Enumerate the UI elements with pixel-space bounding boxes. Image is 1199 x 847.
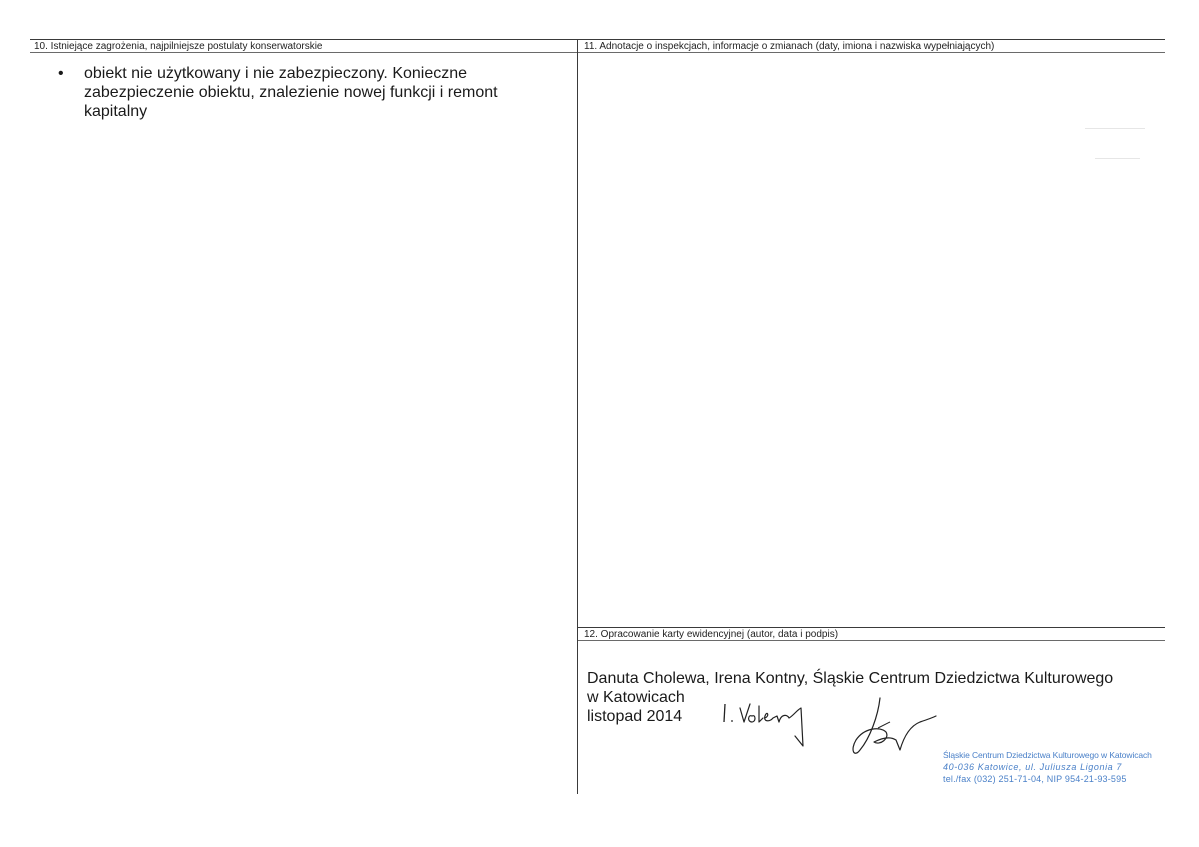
list-item xyxy=(58,64,558,121)
section12-top-rule xyxy=(578,627,1165,628)
scan-artifact xyxy=(1085,128,1145,129)
list-item-text: obiekt nie użytkowany i nie zabezpieczony. Konieczne zabezpieczenie obiektu, znalezienie nowej funkcji i remont kapitalny xyxy=(84,65,498,120)
stamp-line-2: 40-036 Katowice, ul. Juliusza Ligonia 7 xyxy=(943,762,1122,772)
bullet-icon: • xyxy=(58,65,64,82)
institution-stamp xyxy=(943,749,1158,785)
section10-header: 10. Istniejące zagrożenia, najpilniejsze postulaty konserwatorskie xyxy=(34,41,323,52)
section10-bullet-list xyxy=(58,64,558,121)
stamp-line-1: Śląskie Centrum Dziedzictwa Kulturowego w Katowicach xyxy=(943,750,1152,760)
signature-1-icon xyxy=(715,696,815,748)
column-divider xyxy=(577,39,578,794)
scan-artifact xyxy=(1095,158,1140,159)
authors-text: Danuta Cholewa, Irena Kontny, Śląskie Centrum Dziedzictwa Kulturowego xyxy=(587,670,1114,687)
section12-header: 12. Opracowanie karty ewidencyjnej (autor, data i podpis) xyxy=(584,629,839,640)
stamp-line-3: tel./fax (032) 251-71-04, NIP 954-21-93-595 xyxy=(943,774,1127,784)
authors-city: w Katowicach xyxy=(587,689,685,706)
top-rule xyxy=(30,39,1165,40)
preparation-date: listopad 2014 xyxy=(587,708,683,725)
signature-2-icon xyxy=(840,692,940,762)
section11-header: 11. Adnotacje o inspekcjach, informacje o zmianach (daty, imiona i nazwiska wypełniających) xyxy=(584,41,995,52)
